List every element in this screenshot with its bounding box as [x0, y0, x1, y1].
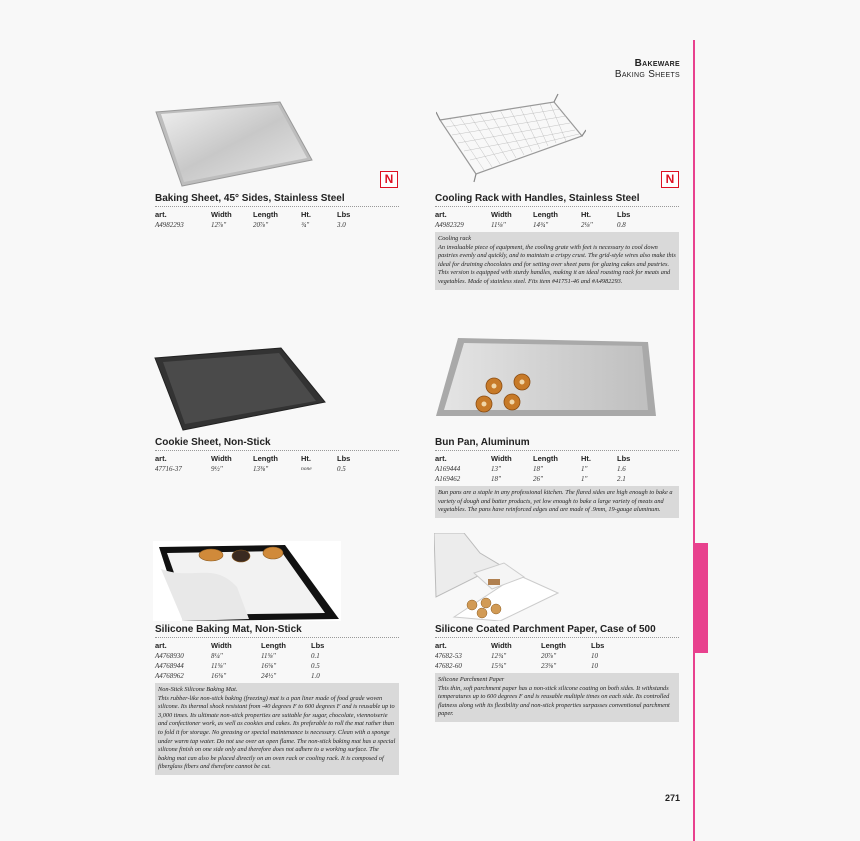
table-cell: 18" — [491, 475, 501, 483]
category-title: Bakeware — [634, 58, 680, 69]
product-title: Silicone Baking Mat, Non-Stick — [155, 624, 399, 638]
table-cell: 47682-60 — [435, 662, 462, 670]
product-title: Cookie Sheet, Non-Stick — [155, 437, 399, 451]
new-badge: N — [661, 171, 679, 188]
table-cell: A4982293 — [155, 221, 184, 229]
col-header: Length — [541, 641, 566, 650]
col-header: Length — [253, 210, 278, 219]
col-header: Width — [491, 210, 512, 219]
product-bun-pan — [435, 437, 679, 518]
table-row — [435, 464, 638, 474]
product-title: Silicone Coated Parchment Paper, Case of 500 — [435, 624, 679, 638]
col-header: Lbs — [311, 641, 325, 650]
table-cell: 0.1 — [311, 652, 320, 660]
col-header: art. — [155, 210, 167, 219]
table-row — [155, 464, 358, 474]
page-number: 271 — [664, 793, 680, 803]
col-header: Lbs — [337, 454, 351, 463]
description-text: Bun pans are a staple in any professional kitchen. The flared sides are high enough to bake a variety of dough and batter products, yet low enough to bake a large variety of meats and vegetables. The pans have reinforced edges and are made of .9mm, 19-gauge aluminum. — [438, 489, 673, 514]
table-cell: 0.5 — [337, 465, 346, 473]
table-cell: 18" — [533, 465, 543, 473]
col-header: Lbs — [617, 210, 631, 219]
col-header: Ht. — [581, 210, 591, 219]
product-baking-sheet — [155, 193, 399, 230]
cooling-rack-image — [436, 92, 586, 184]
table-cell: 8¼" — [211, 652, 223, 660]
table-cell: 9½" — [211, 465, 223, 473]
table-cell: 15¾" — [491, 662, 507, 670]
table-cell: 2⅛" — [581, 221, 593, 229]
table-cell: 1.6 — [617, 465, 626, 473]
table-cell: 47682-53 — [435, 652, 462, 660]
table-cell: A169462 — [435, 475, 461, 483]
table-cell: 1.0 — [311, 672, 320, 680]
col-header: art. — [435, 641, 447, 650]
description-title: Silicone Parchment Paper — [438, 676, 505, 683]
table-cell: A169444 — [435, 465, 461, 473]
table-cell: 0.8 — [617, 221, 626, 229]
col-header: Width — [211, 210, 232, 219]
table-cell: 1" — [581, 475, 588, 483]
table-cell: 13" — [491, 465, 501, 473]
col-header: Width — [211, 641, 232, 650]
table-cell: A4768962 — [155, 672, 184, 680]
table-cell: 26" — [533, 475, 543, 483]
table-cell: 14¾" — [533, 221, 549, 229]
col-header: Length — [533, 454, 558, 463]
product-description — [155, 683, 399, 775]
accent-tab — [693, 543, 708, 653]
product-title: Bun Pan, Aluminum — [435, 437, 679, 451]
description-title: Cooling rack — [438, 235, 472, 242]
baking-mat-image — [153, 541, 341, 621]
col-header: art. — [435, 454, 447, 463]
table-row — [435, 651, 612, 661]
table-cell: ¾" — [301, 221, 310, 229]
new-badge: N — [380, 171, 398, 188]
col-header: Ht. — [301, 454, 311, 463]
subcategory-title: Baking Sheets — [614, 69, 680, 80]
table-cell: 47716-37 — [155, 465, 182, 473]
table-cell: none — [301, 466, 312, 472]
table-cell: 1" — [581, 465, 588, 473]
col-header: art. — [435, 210, 447, 219]
spec-table — [435, 641, 612, 671]
description-title: Non-Stick Silicone Baking Mat. — [158, 686, 238, 693]
col-header: Width — [491, 454, 512, 463]
accent-rule — [693, 40, 695, 841]
col-header: Lbs — [337, 210, 351, 219]
table-cell: 3.0 — [337, 221, 346, 229]
spec-table — [435, 454, 638, 484]
table-cell: 16⅝" — [261, 662, 277, 670]
col-header: Length — [253, 454, 278, 463]
description-text: This thin, soft parchment paper has a non-stick silicone coating on both sides. It withstands temperatures up to 600 degrees F and is reusable multiple times on each side. Its controlled flatness along with its flexibility and non-stick properties surpasses conventional parchment paper. — [438, 684, 670, 718]
col-header: Lbs — [591, 641, 605, 650]
table-cell: 11⅝" — [261, 652, 276, 660]
table-cell: A4982329 — [435, 221, 464, 229]
table-cell: 11⅝" — [211, 662, 226, 670]
table-row — [155, 671, 332, 681]
table-cell: 13⅜" — [253, 465, 269, 473]
cookie-sheet-image — [153, 346, 328, 432]
product-baking-mat — [155, 624, 399, 775]
col-header: Ht. — [581, 454, 591, 463]
col-header: Width — [491, 641, 512, 650]
table-row — [155, 661, 332, 671]
product-description — [435, 486, 679, 518]
table-cell: 10 — [591, 662, 598, 670]
col-header: Length — [261, 641, 286, 650]
table-cell: A4768930 — [155, 652, 184, 660]
parchment-paper-image — [434, 533, 559, 621]
product-cooling-rack — [435, 193, 679, 290]
product-parchment-paper — [435, 624, 679, 722]
table-cell: 12⅞" — [211, 221, 227, 229]
table-cell: 20⅞" — [253, 221, 269, 229]
product-description — [435, 232, 679, 290]
table-row — [435, 661, 612, 671]
table-cell: A4768944 — [155, 662, 184, 670]
table-cell: 11⅛" — [491, 221, 506, 229]
col-header: art. — [155, 641, 167, 650]
category-header — [615, 58, 680, 80]
product-cookie-sheet — [155, 437, 399, 474]
spec-table — [155, 454, 358, 474]
table-cell: 2.1 — [617, 475, 626, 483]
product-description — [435, 673, 679, 722]
table-cell: 10 — [591, 652, 598, 660]
col-header: Lbs — [617, 454, 631, 463]
table-row — [435, 220, 638, 230]
table-cell: 12¾" — [491, 652, 507, 660]
table-row — [155, 220, 358, 230]
baking-sheet-image — [152, 100, 317, 190]
description-text: This rubber-like non-stick baking (freezing) mat is a pan liner made of food grade woven silicone. Its thermal shock resistant from -40 degrees F to 600 degrees F and is reusable up to 3,000 times. Its ultimate non-stick properties are suitable for sugar, chocolate, viennoiserie and confectioner work, as well as cookies and cakes. Its preferable to roll the mat rather than to fold it for storage. No greasing or special maintenance is necessary. Clean with a sponge under warm tap water. Do not use over an open flame. The non-stick baking mat has a special silicone finish on one side only and therefore does not adhere to a working surface. The baking mat can also be placed directly on an oven rack or cooling rack. It is composed of fiberglass fibers and therefore cannot be cut. — [158, 694, 396, 771]
spec-table — [435, 210, 638, 230]
table-row — [155, 651, 332, 661]
product-title: Cooling Rack with Handles, Stainless Steel — [435, 193, 679, 207]
col-header: art. — [155, 454, 167, 463]
table-cell: 20⅞" — [541, 652, 557, 660]
table-row — [435, 474, 638, 484]
col-header: Ht. — [301, 210, 311, 219]
table-cell: 24½" — [261, 672, 277, 680]
table-cell: 16⅜" — [211, 672, 227, 680]
bun-pan-image — [434, 336, 658, 420]
table-cell: 23⅝" — [541, 662, 557, 670]
table-cell: 0.5 — [311, 662, 320, 670]
product-title: Baking Sheet, 45° Sides, Stainless Steel — [155, 193, 399, 207]
description-text: An invaluable piece of equipment, the cooling grate with feet is necessary to cool down pastries evenly and quickly, and to maintain a crispy crust. The grid-style wires also make this ideal for draining chocolates and for setting over sheet pans for glazing cakes and pastries. This version is equipped with sturdy handles, making it an ideal roasting rack for meats and vegetables. Made of stainless steel. Fits item #41751-46 and #A4982293. — [438, 243, 676, 285]
col-header: Width — [211, 454, 232, 463]
spec-table — [155, 641, 332, 681]
col-header: Length — [533, 210, 558, 219]
spec-table — [155, 210, 358, 230]
